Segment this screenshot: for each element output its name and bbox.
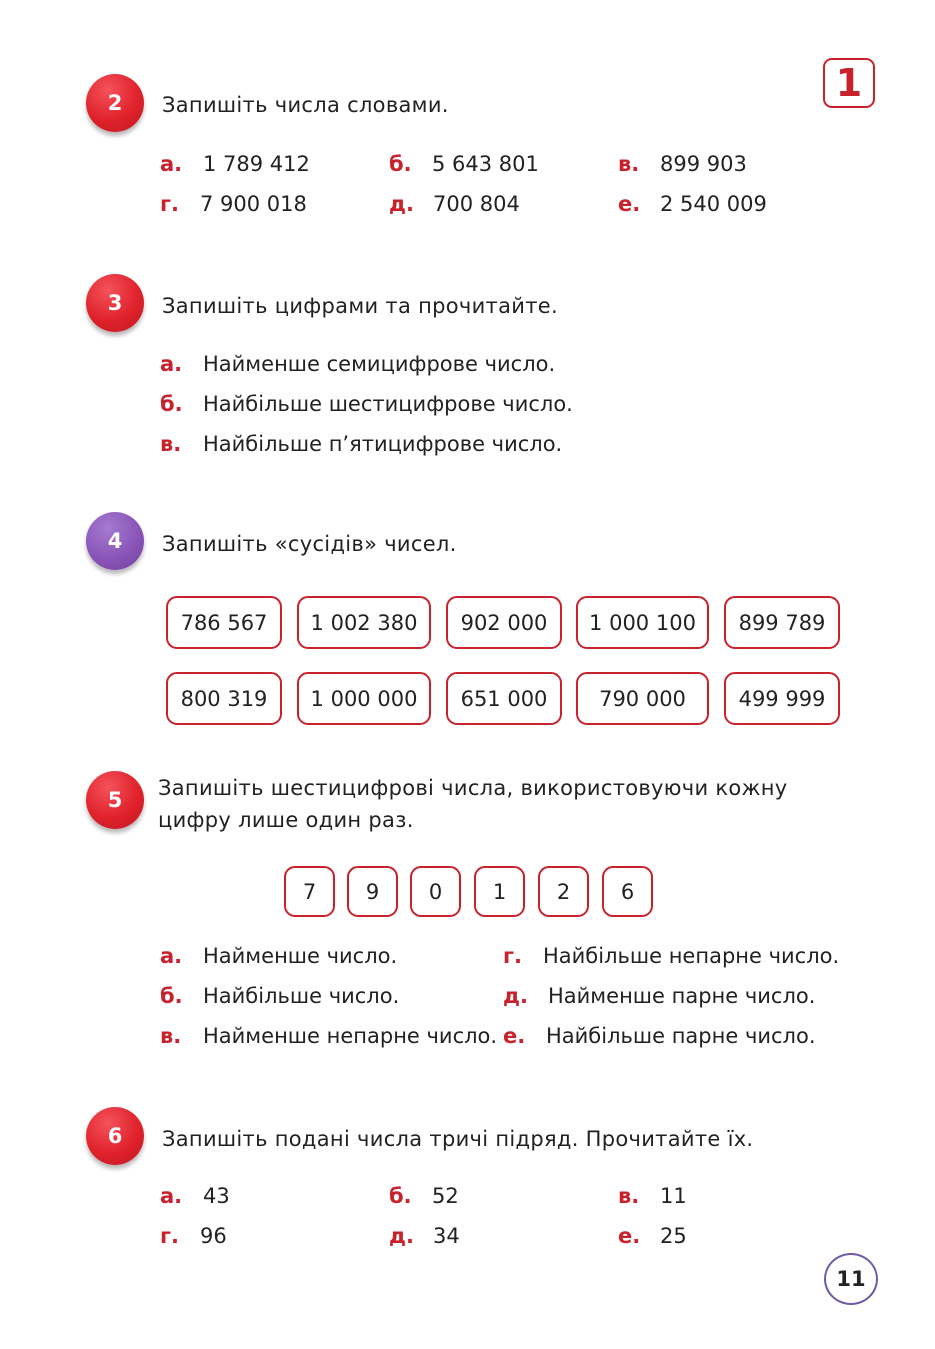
exercise-2-value-b: 5 643 801 [432, 152, 539, 176]
exercise-5-letter-d: д. [503, 984, 528, 1008]
chapter-badge: 1 [823, 58, 875, 108]
exercise-6-value-b: 52 [432, 1184, 459, 1208]
exercise-6-letter-a: а. [160, 1184, 183, 1208]
exercise-6-value-v: 11 [660, 1184, 687, 1208]
exercise-5-value-e: Найбільше парне число. [546, 1024, 816, 1048]
exercise-2-letter-e: е. [618, 192, 641, 216]
number-box: 499 999 [724, 672, 840, 725]
number-box: 1 000 000 [297, 672, 431, 725]
exercise-2-instruction: Запишіть числа словами. [162, 93, 449, 117]
exercise-number-4: 4 [86, 512, 144, 570]
exercise-2-letter-v: в. [618, 152, 640, 176]
exercise-6-value-d: 34 [433, 1224, 460, 1248]
exercise-number-3: 3 [86, 274, 144, 332]
exercise-5-instruction-line-2: цифру лише один раз. [158, 808, 414, 832]
digit-box: 1 [474, 866, 525, 917]
exercise-number-5: 5 [86, 771, 144, 829]
exercise-2-value-g: 7 900 018 [200, 192, 307, 216]
exercise-2-value-d: 700 804 [433, 192, 520, 216]
exercise-3-letter-a: а. [160, 352, 183, 376]
exercise-6-letter-b: б. [389, 1184, 412, 1208]
exercise-6-value-e: 25 [660, 1224, 687, 1248]
exercise-3-value-a: Найменше семицифрове число. [203, 352, 556, 376]
digit-box: 9 [347, 866, 398, 917]
exercise-2-letter-a: а. [160, 152, 183, 176]
exercise-6-letter-d: д. [389, 1224, 414, 1248]
exercise-3-letter-b: б. [160, 392, 183, 416]
exercise-5-instruction-line-1: Запишіть шестицифрові числа, використовуючи кожну [158, 776, 788, 800]
digit-box: 2 [538, 866, 589, 917]
exercise-6-value-g: 96 [200, 1224, 227, 1248]
digit-box: 7 [284, 866, 335, 917]
digit-box: 0 [410, 866, 461, 917]
exercise-number-6: 6 [86, 1107, 144, 1165]
number-box: 651 000 [446, 672, 562, 725]
number-box: 790 000 [576, 672, 709, 725]
exercise-3-value-v: Найбільше п’ятицифрове число. [203, 432, 563, 456]
exercise-5-letter-v: в. [160, 1024, 182, 1048]
exercise-2-letter-d: д. [389, 192, 414, 216]
exercise-4-instruction: Запишіть «сусідів» чисел. [162, 532, 457, 556]
exercise-5-value-d: Найменше парне число. [548, 984, 816, 1008]
exercise-5-value-b: Найбільше число. [203, 984, 400, 1008]
digit-box: 6 [602, 866, 653, 917]
exercise-3-instruction: Запишіть цифрами та прочитайте. [162, 294, 558, 318]
exercise-3-value-b: Найбільше шестицифрове число. [203, 392, 573, 416]
exercise-2-value-a: 1 789 412 [203, 152, 310, 176]
exercise-5-letter-a: а. [160, 944, 183, 968]
exercise-5-value-a: Найменше число. [203, 944, 398, 968]
page-number: 11 [824, 1253, 878, 1305]
number-box: 800 319 [166, 672, 282, 725]
exercise-2-letter-g: г. [160, 192, 179, 216]
number-box: 1 002 380 [297, 596, 431, 649]
number-box: 902 000 [446, 596, 562, 649]
exercise-5-value-v: Найменше непарне число. [203, 1024, 498, 1048]
exercise-5-letter-g: г. [503, 944, 522, 968]
number-box: 899 789 [724, 596, 840, 649]
exercise-3-letter-v: в. [160, 432, 182, 456]
exercise-5-letter-e: е. [503, 1024, 526, 1048]
number-box: 1 000 100 [576, 596, 709, 649]
exercise-5-value-g: Найбільше непарне число. [543, 944, 840, 968]
exercise-6-letter-e: е. [618, 1224, 641, 1248]
exercise-6-letter-v: в. [618, 1184, 640, 1208]
exercise-6-instruction: Запишіть подані числа тричі підряд. Прочитайте їх. [162, 1127, 754, 1151]
exercise-6-value-a: 43 [203, 1184, 230, 1208]
exercise-2-value-e: 2 540 009 [660, 192, 767, 216]
exercise-6-letter-g: г. [160, 1224, 179, 1248]
exercise-number-2: 2 [86, 74, 144, 132]
exercise-2-letter-b: б. [389, 152, 412, 176]
number-box: 786 567 [166, 596, 282, 649]
exercise-2-value-v: 899 903 [660, 152, 747, 176]
exercise-5-letter-b: б. [160, 984, 183, 1008]
